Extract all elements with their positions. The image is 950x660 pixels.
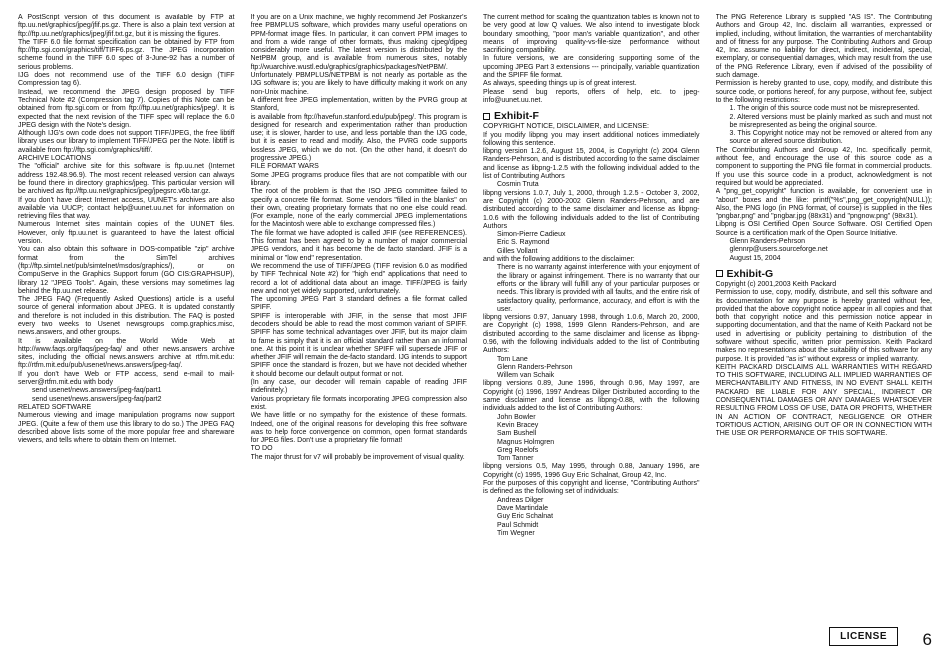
signature-date: August 15, 2004	[729, 254, 781, 262]
author-name: Greg Roelofs	[497, 446, 539, 454]
exhibit-g-title: Exhibit-G	[726, 267, 774, 280]
command-line: send usenet/news.answers/jpeg-faq/part1	[32, 387, 162, 395]
paragraph: Libpng is OSI Certified Open Source Software. OSI Certified Open Source is a certification mark of the Open Source Initiative.	[715, 221, 932, 237]
author-name: Willem van Schaik	[497, 372, 555, 380]
paragraph: Copyright (c) 2001,2003 Keith Packard	[715, 280, 837, 288]
paragraph: Various proprietary file formats incorporating JPEG compression also exist.	[250, 395, 467, 411]
paragraph: We have little or no sympathy for the existence of these formats. Indeed, one of the original reasons for developing this free software was to help force convergence on common, open format standards for JPEG files. Don't use a proprietary file format!	[250, 412, 467, 445]
exhibit-f-title: Exhibit-F	[494, 110, 539, 123]
paragraph: Numerous viewing and image manipulation programs now support JPEG. (Quite a few of them use this library to do so.) The JPEG FAQ described above lists some of the more popular free and shareware viewers, and tells where to obtain them on Internet.	[18, 412, 235, 445]
signature-name: Glenn Randers-Pehrson	[729, 238, 805, 246]
paragraph: The file format we have adopted is called JFIF (see REFERENCES). This format has been agreed to by a number of major commercial JPEG vendors, and it has become the de facto standard. JFIF is a minimal or "low end" representation.	[250, 229, 467, 262]
paragraph: The Contributing Authors and Group 42, Inc. specifically permit, without fee, and encourage the use of this source code as a component to supporting the PNG file format in commercial products. If you use this source code in a product, acknowledgment is not required but would be appreciated.	[715, 146, 932, 187]
paragraph: The current method for scaling the quantization tables is known not to be very good at low Q values. We also intend to investigate block boundary smoothing, "poor man's variable quantization", and other means of improving quality-vs-file-size performance without sacrificing compatibility.	[483, 14, 700, 55]
author-name: John Bowler	[497, 413, 536, 421]
paragraph: If you are on a Unix machine, we highly recommend Jef Poskanzer's free PBMPLUS software, which provides many useful operations on PPM-format image files. In particular, it can convert PPM images to and from a wide range of other formats, thus making cjpeg/djpeg considerably more useful. The latest version is distributed by the NetPBM group, and is available from numerous sites, notably ftp://wuarchive.wustl.edu/graphics/graphics/packages/NetPBM/.	[250, 14, 467, 71]
paragraph: Although IJG's own code does not support TIFF/JPEG, the free libtiff library uses our library to implement TIFF/JPEG per the Note. libtiff is available from ftp://ftp.sgi.com/graphics/tiff/.	[18, 130, 235, 154]
list-item: 2. Altered versions must be plainly marked as such and must not be misrepresented as being the original source.	[729, 113, 932, 129]
paragraph: libpng version 1.2.6, August 15, 2004, is Copyright (c) 2004 Glenn Randers-Pehrson, and is distributed according to the same disclaimer and license as libpng-1.2.5 with the following individual added to the list of Contributing Authors	[483, 148, 700, 181]
section-tab-license: LICENSE	[829, 627, 898, 646]
paragraph: and with the following additions to the disclaimer:	[483, 256, 635, 264]
author-name: Cosmin Truta	[497, 181, 539, 189]
paragraph: Unfortunately PBMPLUS/NETPBM is not nearly as portable as the IJG software is; you are likely to have difficulty making it work on any non-Unix machine.	[250, 72, 467, 96]
checkbox-square-icon	[483, 113, 490, 120]
paragraph: libpng versions 0.5, May 1995, through 0.88, January 1996, are Copyright (c) 1995, 1996 Guy Eric Schalnat, Group 42, Inc.	[483, 463, 700, 479]
paragraph: It is available on the World Wide Web at http://www.faqs.org/faqs/jpeg-faq/ and other news.answers archive sites, including the official news.answers archive at rtfm.mit.edu: ftp://rtfm.mit.edu/pub/usenet/news.answers/jpeg-faq/.	[18, 337, 235, 370]
author-name: Dave Martindale	[497, 504, 548, 512]
paragraph: COPYRIGHT NOTICE, DISCLAIMER, and LICENSE:	[483, 123, 649, 131]
list-item: 1. The origin of this source code must not be misrepresented.	[729, 105, 920, 113]
list-item: 3. This Copyright notice may not be removed or altered from any source or altered source distribution.	[729, 130, 932, 146]
author-name: Eric S. Raymond	[497, 239, 550, 247]
author-name: Guy Eric Schalnat	[497, 513, 554, 521]
author-name: Andreas Dilger	[497, 496, 544, 504]
paragraph: In future versions, we are considering supporting some of the upcoming JPEG Part 3 extensions --- principally, variable quantization and the SPIFF file format.	[483, 55, 700, 80]
paragraph: Permission is hereby granted to use, copy, modify, and distribute this source code, or portions hereof, for any purpose, without fee, subject to the following restrictions:	[715, 80, 932, 104]
paragraph: There is no warranty against interference with your enjoyment of the library or against infringement. There is no warranty that our efforts or the library will fulfill any of your particular purposes or needs. This library is provided with all faults, and the entire risk of satisfactory quality, performance, accuracy, and effort is with the user.	[497, 264, 700, 313]
paragraph: The PNG Reference Library is supplied "AS IS". The Contributing Authors and Group 42, Inc. disclaim all warranties, expressed or implied, including, without limitation, the warranties of merchantability and of fitness for any purpose. The Contributing Authors and Group 42, Inc. assume no liability for direct, indirect, incidental, special, exemplary, or consequential damages, which may result from the use of the PNG Reference Library, even if advised of the possibility of such damage.	[715, 14, 932, 80]
paragraph: As always, speeding things up is of great interest.	[483, 80, 637, 88]
paragraph: SPIFF is interoperable with JFIF, in the sense that most JFIF decoders should be able to read the most common variant of SPIFF. SPIFF has some technical advantages over JFIF, but its major claim to fame is simply that it is an official standard rather than an informal one. At this point it is unclear whether SPIFF will supersede JFIF or whether JFIF will remain the de-facto standard. IJG intends to support SPIFF once the standard is frozen, but we have not decided whether it should become our default output format or not.	[250, 312, 467, 378]
author-name: Tom Tanner	[497, 455, 534, 463]
paragraph: The root of the problem is that the ISO JPEG committee failed to specify a concrete file format. Some vendors "filled in the blanks" on their own, creating proprietary formats that no one else could read. (For example, none of the early commercial JPEG implementations for the Macintosh were able to exchange compressed files.)	[250, 188, 467, 229]
exhibit-f-heading	[483, 110, 700, 122]
author-name: Tom Lane	[497, 355, 528, 363]
section-heading: ARCHIVE LOCATIONS	[18, 155, 91, 163]
paragraph: (In any case, our decoder will remain capable of reading JFIF indefinitely.)	[250, 379, 467, 395]
section-heading: FILE FORMAT WARS	[250, 163, 319, 171]
paragraph: Instead, we recommend the JPEG design proposed by TIFF Technical Note #2 (Compression tag 7). Copies of this Note can be obtained from ftp.sgi.com or from ftp://ftp.uu.net/graphics/jpeg/. It is expected that the next revision of the TIFF spec will replace the 6.0 JPEG design with the Note's design.	[18, 88, 235, 129]
exhibit-g-heading	[716, 268, 933, 280]
paragraph: For the purposes of this copyright and license, "Contributing Authors" is defined as the following set of individuals:	[483, 480, 700, 496]
paragraph: The JPEG FAQ (Frequently Asked Questions) article is a useful source of general information about JPEG. It is updated constantly and therefore is not included in this distribution. The FAQ is posted every two weeks to Usenet newsgroups comp.graphics.misc, news.answers, and other groups.	[18, 296, 235, 337]
paragraph: Permission to use, copy, modify, distribute, and sell this software and its documentation for any purpose is hereby granted without fee, provided that the above copyright notice appear in all copies and that both that copyright notice and this permission notice appear in supporting documentation, and that the name of Keith Packard not be used in advertising or publicity pertaining to distribution of the software without specific, written prior permission. Keith Packard makes no representations about the suitability of this software for any purpose. It is provided "as is" without express or implied warranty.	[715, 289, 932, 363]
paragraph: Numerous Internet sites maintain copies of the UUNET files. However, only ftp.uu.net is guaranteed to have the latest official version.	[18, 221, 235, 246]
paragraph: A "png_get_copyright" function is available, for convenient use in "about" boxes and the like: printf("%s",png_get_copyright(NULL)); Also, the PNG logo (in PNG format, of course) is supplied in the files "pngbar.png" and "pngbar.jpg (88x31) and "pngnow.png" (98x31).	[715, 188, 932, 221]
paragraph: If you don't have Web or FTP access, send e-mail to mail-server@rtfm.mit.edu with body	[18, 370, 235, 387]
paragraph: is available from ftp://havefun.stanford.edu/pub/jpeg/. This program is designed for research and experimentation rather than production use; it is slower, harder to use, and less portable than the IJG code, but it is easier to read and modify. Also, the PVRG code supports lossless JPEG, which we do not. (On the other hand, it doesn't do progressive JPEG.)	[250, 113, 467, 163]
column-1	[18, 14, 235, 626]
paragraph: A PostScript version of this document is available by FTP at ftp.uu.net/graphics/jpeg/jfif.ps.gz. There is also a plain text version at ftp://ftp.uu.net/graphics/jpeg/jfif.txt.gz, but it is missing the figures.	[18, 14, 235, 38]
column-3	[483, 14, 700, 626]
section-heading: TO DO	[250, 445, 273, 453]
author-name: Magnus Holmgren	[497, 438, 555, 446]
paragraph: libpng versions 1.0.7, July 1, 2000, through 1.2.5 - October 3, 2002, are Copyright (c) 2000-2002 Glenn Randers-Pehrson, and are distributed according to the same disclaimer and license as libpng-1.0.6 with the following individuals added to the list of Contributing Authors	[483, 189, 700, 230]
paragraph: KEITH PACKARD DISCLAIMS ALL WARRANTIES WITH REGARD TO THIS SOFTWARE, INCLUDING ALL IMPLIED WARRANTIES OF MERCHANTABILITY AND FITNESS, IN NO EVENT SHALL KEITH PACKARD BE LIABLE FOR ANY SPECIAL, INDIRECT OR CONSEQUENTIAL DAMAGES OR ANY DAMAGES WHATSOEVER RESULTING FROM LOSS OF USE, DATA OR PROFITS, WHETHER IN AN ACTION OF CONTRACT, NEGLIGENCE OR OTHER TORTIOUS ACTION, ARISING OUT OF OR IN CONNECTION WITH THE USE OR PERFORMANCE OF THIS SOFTWARE.	[715, 363, 932, 438]
command-line: send usenet/news.answers/jpeg-faq/part2	[32, 395, 162, 403]
paragraph: libpng versions 0.97, January 1998, through 1.0.6, March 20, 2000, are Copyright (c) 1998, 1999 Glenn Randers-Pehrson, and are distributed according to the same disclaimer and license as libpng-0.96, with the following individuals added to the list of Contributing Authors:	[483, 314, 700, 355]
column-2	[251, 14, 468, 626]
paragraph: The "official" archive site for this software is ftp.uu.net (Internet address 192.48.96.9). The most recent released version can always be found there in directory graphics/jpeg. This particular version will be archived as ftp://ftp.uu.net/graphics/jpeg/jpegsrc.v6b.tar.gz.	[18, 163, 235, 196]
column-4	[716, 14, 933, 626]
paragraph: libpng versions 0.89, June 1996, through 0.96, May 1997, are Copyright (c) 1996, 1997 Andreas Dilger Distributed according to the same disclaimer and license as libpng-0.88, with the following individuals added to the list of Contributing Authors:	[483, 380, 700, 413]
paragraph: If you don't have direct Internet access, UUNET's archives are also available via UUCP; contact help@uunet.uu.net for information on retrieving files that way.	[18, 196, 235, 221]
author-name: Tim Wegner	[497, 529, 535, 537]
author-name: Paul Schmidt	[497, 521, 539, 529]
paragraph: If you modify libpng you may insert additional notices immediately following this sentence.	[483, 131, 700, 147]
paragraph: You can also obtain this software in DOS-compatible "zip" archive format from the SimTel archives (ftp://ftp.simtel.net/pub/simtelnet/msdos/graphics/), or on CompuServe in the Graphics Support forum (GO CIS:GRAPHSUP), library 12 "JPEG Tools". Again, these versions may sometimes lag behind the ftp.uu.net release.	[18, 246, 235, 295]
paragraph: The upcoming JPEG Part 3 standard defines a file format called SPIFF.	[250, 296, 467, 312]
author-name: Simon-Pierre Cadieux	[497, 231, 566, 239]
paragraph: The TIFF 6.0 file format specification can be obtained by FTP from ftp://ftp.sgi.com/graphics/tiff/TIFF6.ps.gz. The JPEG incorporation scheme found in the TIFF 6.0 spec of 3-June-92 has a number of serious problems.	[18, 38, 235, 71]
section-heading: RELATED SOFTWARE	[18, 403, 92, 411]
author-name: Gilles Vollant	[497, 247, 538, 255]
text-columns	[18, 14, 932, 626]
author-name: Sam Bushell	[497, 430, 537, 438]
paragraph: IJG does not recommend use of the TIFF 6.0 design (TIFF Compression tag 6).	[18, 72, 235, 88]
paragraph: Please send bug reports, offers of help, etc. to jpeg-info@uunet.uu.net.	[483, 88, 700, 104]
paragraph: A different free JPEG implementation, written by the PVRG group at Stanford,	[250, 96, 467, 113]
paragraph: We recommend the use of TIFF/JPEG (TIFF revision 6.0 as modified by TIFF Technical Note #2) for "high end" applications that need to record a lot of additional data about an image. TIFF/JPEG is fairly new and not yet widely supported, unfortunately.	[250, 262, 467, 295]
paragraph: Some JPEG programs produce files that are not compatible with our library.	[250, 171, 467, 187]
checkbox-square-icon	[716, 270, 723, 277]
signature-email: glennrp@users.sourceforge.net	[729, 246, 828, 254]
author-name: Kevin Bracey	[497, 421, 539, 429]
author-name: Glenn Randers-Pehrson	[497, 363, 573, 371]
paragraph: The major thrust for v7 will probably be improvement of visual quality.	[250, 453, 465, 461]
page-footer	[0, 616, 950, 660]
page-number: 6	[922, 630, 932, 649]
